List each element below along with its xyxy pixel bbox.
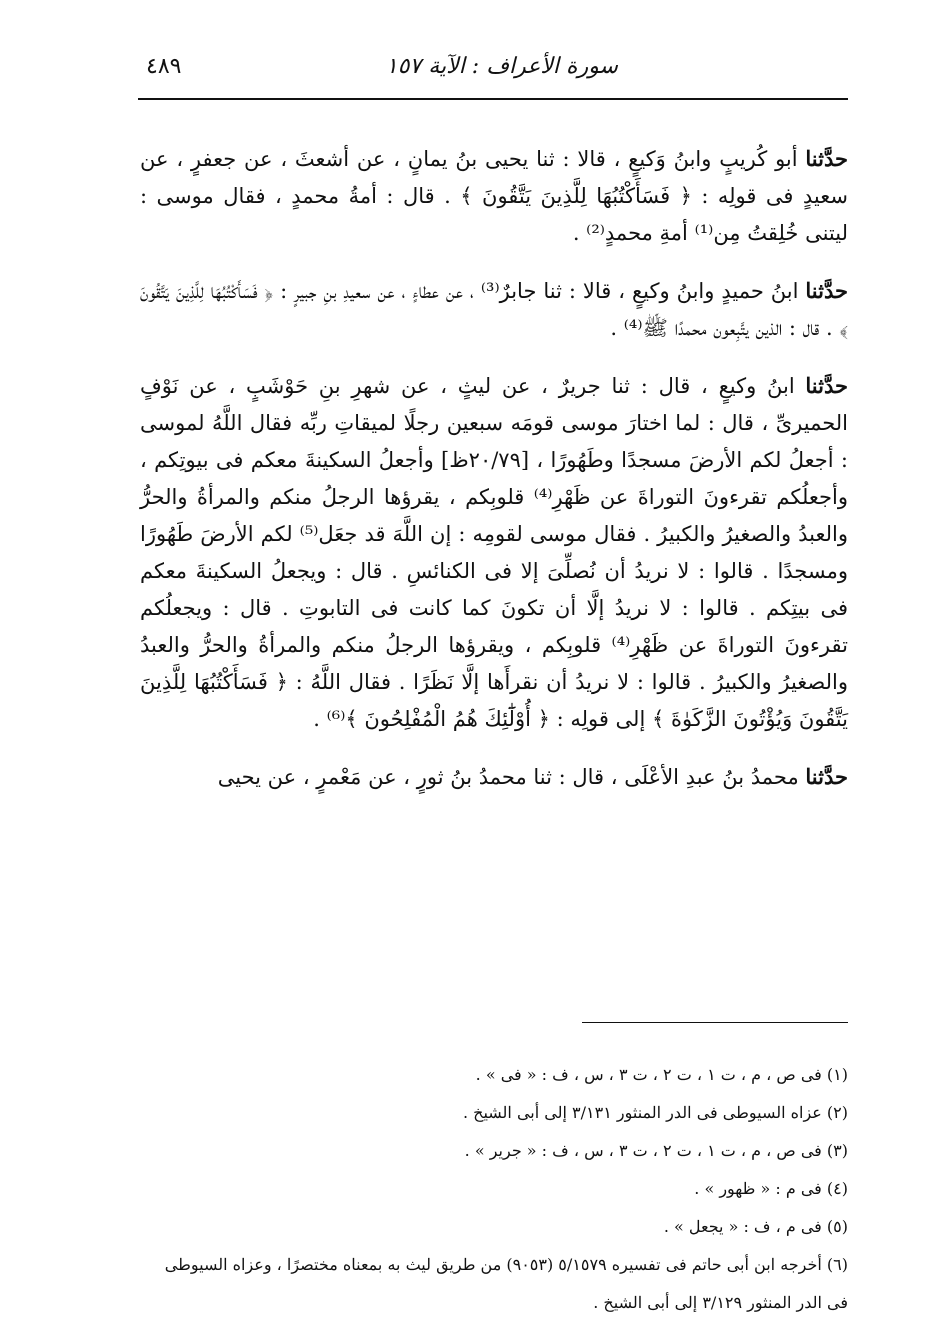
paragraph-lead: حدَّثنا	[805, 373, 848, 398]
main-text	[140, 140, 848, 816]
footnotes	[140, 1056, 848, 1322]
paragraph-3	[140, 367, 848, 738]
paragraph-text: ابنُ وكيعٍ ، قال : ثنا جريرٌ ، عن ليثٍ ، عن شهرِ بنِ حَوْشَبٍ ، عن نَوْفٍ الحميرىِّ ، قال : لما اختارَ موسى قومَه سبعين رجلًا لميقاتِ ربِّه فقال اللَّهُ لموسى : أجعلُ لكم الأرضَ مسجدًا وطَهُورًا ، [٢٠/٧٩ظ] وأجعلُ السكينةَ معكم فى بيوتِكم ، وأجعلُكم تقرءونَ التوراةَ عن ظَهْرِ⁽⁴⁾ قلوبِكم ، يقرؤها الرجلُ منكم والمرأةُ والحرُّ والعبدُ والصغيرُ والكبيرُ . فقال موسى لقومِه : إن اللَّهَ قد جعَل⁽⁵⁾ لكم الأرضَ طَهُورًا ومسجدًا . قالوا : لا نريدُ أن نُصلِّىَ إلا فى الكنائسِ . قال : ويجعلُ السكينةَ معكم فى بيتِكم . قالوا : لا نريدُ إلَّا أن تكونَ كما كانت فى التابوتِ . قال : ويجعلُكم تقرءونَ التوراةَ عن ظَهْرِ⁽⁴⁾ قلوبِكم ، ويقرؤها الرجلُ منكم والمرأةُ والحرُّ والعبدُ والصغيرُ والكبيرُ . قالوا : لا نريدُ أن نقرأَها إلَّا نَظَرًا . فقال اللَّهُ : ﴿ فَسَأَكْتُبُهَا لِلَّذِينَ يَتَّقُونَ وَيُؤْتُونَ الزَّكَوٰةَ ﴾ إلى قولِه : ﴿ أُوْلَٰٓئِكَ هُمُ الْمُفْلِحُونَ ﴾⁽⁶⁾ .	[140, 374, 848, 731]
running-head-title: سورة الأعراف : الآية ١٥٧	[385, 54, 618, 79]
footnote-2: (٢) عزاه السيوطى فى الدر المنثور ٣/١٣١ إلى أبى الشيخ .	[462, 1103, 848, 1122]
paragraph-text: محمدُ بنُ عبدِ الأعْلَى ، قال : ثنا محمدُ بنُ ثورٍ ، عن مَعْمرٍ ، عن يحيى	[217, 765, 806, 789]
paragraph-text: ابنُ حميدٍ وابنُ وكيعٍ ، قالا : ثنا جابرٌ⁽³⁾ ، عن عطاءٍ ، عن سعيدِ بنِ جبيرٍ : ﴿ فَسَأَكْتُبُهَا لِلَّذِينَ يَتَّقُونَ ﴾ . قال : الذين يتَّبِعون محمدًا ﷺ⁽⁴⁾ .	[140, 279, 848, 340]
paragraph-2	[140, 272, 848, 347]
footnote-1: (١) فى ص ، م ، ت ١ ، ت ٢ ، ت ٣ ، س ، ف : « فى » .	[475, 1065, 848, 1084]
paragraph-lead: حدَّثنا	[805, 278, 848, 303]
running-head	[140, 48, 848, 92]
footnote-divider	[582, 1022, 848, 1023]
footnote-6: (٦) أخرجه ابن أبى حاتم فى تفسيره ٥/١٥٧٩ (٩٠٥٣) من طريق ليث به بمعناه مختصرًا ، وعزاه السيوطى فى الدر المنثور ٣/١٢٩ إلى أبى الشيخ .	[164, 1255, 848, 1312]
footnote-3: (٣) فى ص ، م ، ت ١ ، ت ٢ ، ت ٣ ، س ، ف : « جرير » .	[464, 1141, 848, 1160]
footnote-5: (٥) فى م ، ف : « يجعل » .	[663, 1217, 848, 1236]
page-number: ٤٨٩	[146, 54, 182, 79]
paragraph-4	[140, 758, 848, 796]
header-divider	[138, 98, 848, 100]
footnote-4: (٤) فى م : « ظهور » .	[694, 1179, 848, 1198]
paragraph-lead: حدَّثنا	[805, 764, 848, 789]
paragraph-text: أبو كُريبٍ وابنُ وَكيعٍ ، قالا : ثنا يحيى بنُ يمانٍ ، عن أشعثَ ، عن جعفرٍ ، عن سعيدٍ فى قولِه : ﴿ فَسَأَكْتُبُهَا لِلَّذِينَ يَتَّقُونَ ﴾ . قال : أمةُ محمدٍ ، فقال موسى : ليتنى خُلِقتُ مِن⁽¹⁾ أمةِ محمدٍ⁽²⁾ .	[140, 147, 848, 245]
paragraph-1	[140, 140, 848, 252]
paragraph-lead: حدَّثنا	[805, 146, 848, 171]
